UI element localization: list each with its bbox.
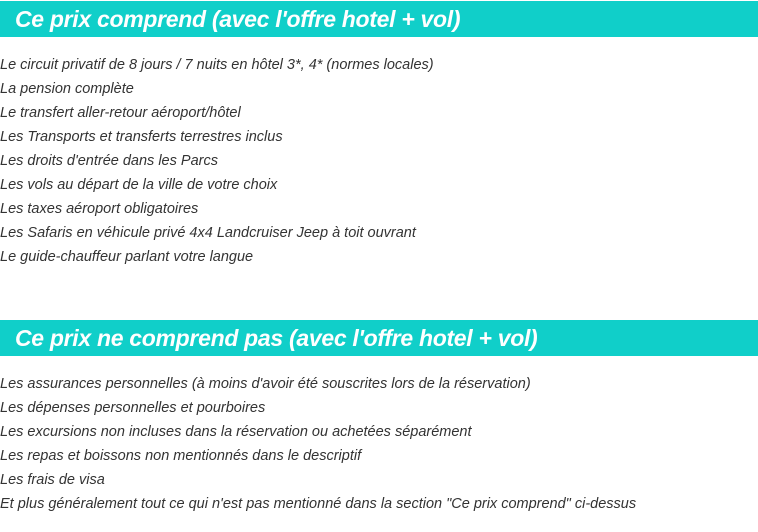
excluded-item: Les excursions non incluses dans la réservation ou achetées séparément — [0, 424, 472, 440]
included-section-header — [0, 1, 758, 37]
included-item: Les Safaris en véhicule privé 4x4 Landcruiser Jeep à toit ouvrant — [0, 225, 416, 241]
included-item: Le guide-chauffeur parlant votre langue — [0, 249, 254, 265]
included-item: Le transfert aller-retour aéroport/hôtel — [0, 105, 241, 121]
included-section-title: Ce prix comprend (avec l'offre hotel + vol) — [15, 5, 461, 32]
included-item: Les droits d'entrée dans les Parcs — [0, 153, 218, 169]
included-item: Les Transports et transferts terrestres inclus — [0, 129, 283, 145]
included-items-list — [0, 53, 434, 269]
excluded-section-title: Ce prix ne comprend pas (avec l'offre hotel + vol) — [15, 324, 538, 351]
included-item: Le circuit privatif de 8 jours / 7 nuits en hôtel 3*, 4* (normes locales) — [0, 57, 434, 73]
excluded-item: Les repas et boissons non mentionnés dans le descriptif — [0, 448, 362, 464]
excluded-item: Les frais de visa — [0, 472, 105, 488]
included-item: Les taxes aéroport obligatoires — [0, 201, 199, 217]
excluded-item: Les dépenses personnelles et pourboires — [0, 400, 266, 416]
included-item: Les vols au départ de la ville de votre choix — [0, 177, 278, 193]
excluded-item: Et plus généralement tout ce qui n'est pas mentionné dans la section "Ce prix comprend" ci-dessus — [0, 496, 637, 512]
included-item: La pension complète — [0, 81, 134, 97]
excluded-section-header — [0, 320, 758, 356]
excluded-items-list — [0, 372, 636, 516]
excluded-item: Les assurances personnelles (à moins d'avoir été souscrites lors de la réservation) — [0, 376, 531, 392]
